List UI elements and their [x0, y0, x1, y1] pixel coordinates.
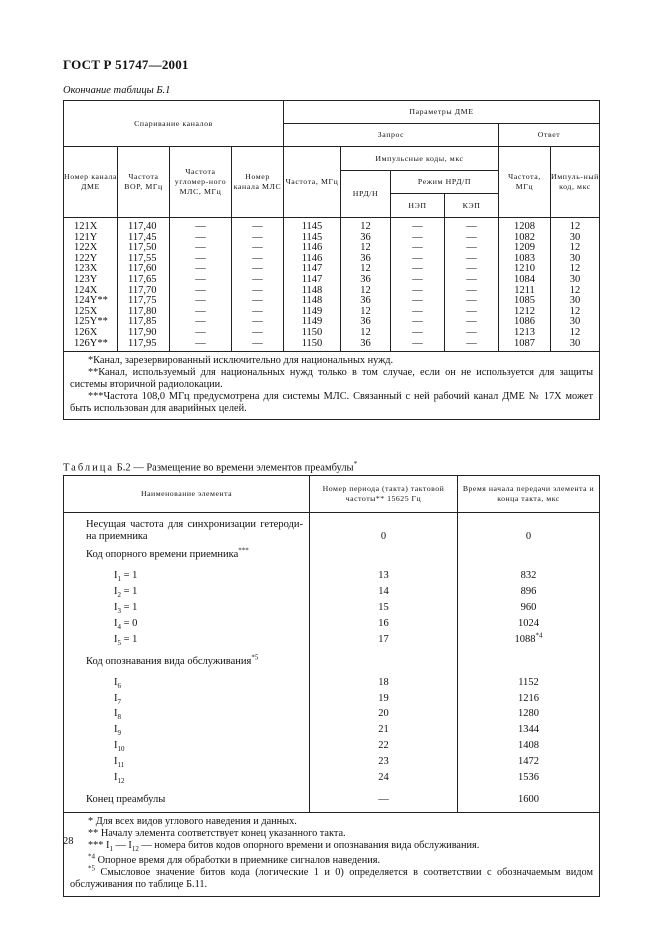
table-row: [64, 602, 600, 618]
table1-data-rows: [64, 222, 600, 352]
cell-kep: —: [445, 286, 499, 297]
cell-rcode: 12: [551, 243, 600, 254]
note-guidance-types: * Для всех видов углового наведения и данных.: [88, 815, 297, 827]
bit-label: [64, 724, 310, 740]
note-national-conditional: **Канал, используемый для национальных нужд только в том случае, если он не используется для защиты системы вторичной радиолокации.: [70, 367, 593, 391]
bit-value: = 1: [121, 602, 138, 614]
service-bits: [64, 677, 600, 788]
bit-letter: I: [114, 692, 118, 704]
cell-rfreq: 1084: [499, 275, 551, 286]
bit-period: 19: [310, 693, 458, 709]
bit-value: = 1: [121, 570, 138, 582]
cell-vor: 117,80: [118, 307, 170, 318]
cell-nrdn: 12: [341, 286, 391, 297]
cell-nrdn: 12: [341, 243, 391, 254]
cell-mlsf: —: [170, 317, 232, 328]
bit-time-value: 1024: [518, 618, 539, 630]
cell-rfreq: 1212: [499, 307, 551, 318]
cell-kep: —: [445, 296, 499, 307]
cell-vor: 117,70: [118, 286, 170, 297]
cell-vor: 117,85: [118, 317, 170, 328]
bit-letter: I: [114, 602, 118, 614]
cell-dme: 125Y**: [64, 317, 118, 328]
row-carrier-time: 0: [458, 519, 600, 543]
cell-rcode: 12: [551, 264, 600, 275]
header-element-name: Наименование элемента: [64, 476, 310, 513]
cell-vor: 117,65: [118, 275, 170, 286]
cell-kep: —: [445, 254, 499, 265]
bit-letter: I: [114, 740, 118, 752]
header-reply-frequency: Частота, МГц: [499, 147, 551, 218]
header-nrd-n: НРД/Н: [341, 171, 391, 218]
bit-label: [64, 740, 310, 756]
bit-time-value: 1216: [518, 692, 539, 704]
bit-label: [64, 586, 310, 602]
note-bit-meaning: [70, 864, 593, 891]
note-bit-numbers: [70, 840, 593, 855]
cell-vor: 117,45: [118, 233, 170, 244]
header-nrd-p-modes: Режим НРД/П: [391, 171, 498, 194]
row-end-period: —: [310, 794, 458, 806]
row-end-label: Конец преамбулы: [64, 794, 310, 806]
cell-kep: —: [445, 317, 499, 328]
cell-freq: 1149: [284, 307, 341, 318]
bit-index: 6: [117, 681, 121, 690]
bit-label: [64, 693, 310, 709]
bit-period: 17: [310, 634, 458, 650]
header-dme-params: Параметры ДМЕ: [284, 101, 600, 124]
cell-iep: —: [391, 222, 445, 233]
table-row: [64, 772, 600, 788]
bit-time-value: 960: [520, 602, 537, 614]
cell-freq: 1147: [284, 275, 341, 286]
cell-kep: —: [445, 339, 499, 352]
bit-period: 13: [310, 570, 458, 586]
cell-dme: 122Y: [64, 254, 118, 265]
cell-iep: —: [391, 243, 445, 254]
table2-caption-mark: *: [353, 460, 358, 468]
bit-letter: I: [114, 708, 118, 720]
table-row: [64, 756, 600, 772]
cell-vor: 117,60: [118, 264, 170, 275]
bit-letter: I: [114, 586, 118, 598]
cell-rfreq: 1211: [499, 286, 551, 297]
cell-mlsc: —: [232, 307, 284, 318]
bit-letter: I: [114, 771, 118, 783]
cell-iep: —: [391, 254, 445, 265]
bit-period: 18: [310, 677, 458, 693]
bit-index: 8: [117, 713, 121, 722]
table-row: [64, 275, 600, 286]
cell-dme: 124X: [64, 286, 118, 297]
bit-time-value: 1408: [518, 740, 539, 752]
row-end-time: 1600: [458, 794, 600, 806]
cell-mlsc: —: [232, 243, 284, 254]
table-row: [64, 570, 600, 586]
cell-nrdn: 36: [341, 254, 391, 265]
bit-time: [458, 631, 600, 650]
cell-dme: 124Y**: [64, 296, 118, 307]
header-kep: КЭП: [462, 201, 481, 210]
cell-mlsf: —: [170, 233, 232, 244]
note5-mark: *5: [88, 864, 95, 873]
header-pulse-codes: Импульсные коды, мкс: [341, 147, 499, 171]
cell-dme: 121Y: [64, 233, 118, 244]
cell-nrdn: 36: [341, 275, 391, 286]
bit-value: = 1: [121, 586, 138, 598]
header-reply-pulse-code: Импуль-ный код, мкс: [551, 147, 600, 218]
cell-rcode: 12: [551, 286, 600, 297]
cell-mlsf: —: [170, 328, 232, 339]
bit-period: 23: [310, 756, 458, 772]
bit-time-value: 1472: [518, 756, 539, 768]
bit-index: 5: [117, 639, 121, 648]
bit-time-value: 1280: [518, 708, 539, 720]
table-row: [64, 740, 600, 756]
cell-vor: 117,40: [118, 222, 170, 233]
cell-mlsf: —: [170, 286, 232, 297]
table1-caption: Окончание таблицы Б.1: [63, 85, 171, 96]
service-label-text: Код опознавания вида обслуживания: [86, 655, 252, 667]
bit-index: 11: [117, 761, 125, 770]
bit-time-value: 1344: [518, 724, 539, 736]
bit-time: [458, 602, 600, 618]
cell-dme: 126X: [64, 328, 118, 339]
bit-time-value: 1536: [518, 771, 539, 783]
bit-label: [64, 570, 310, 586]
header-nrd-p-group: [391, 171, 499, 218]
bit-index: 7: [117, 697, 121, 706]
cell-iep: —: [391, 339, 445, 352]
cell-iep: —: [391, 317, 445, 328]
note3-sub1: 1: [109, 844, 113, 853]
bit-time: [458, 618, 600, 634]
cell-rfreq: 1087: [499, 339, 551, 352]
cell-kep: —: [445, 275, 499, 286]
preamble-timing-table: [63, 475, 600, 897]
cell-mlsf: —: [170, 243, 232, 254]
cell-mlsf: —: [170, 339, 232, 352]
cell-kep: —: [445, 307, 499, 318]
cell-mlsc: —: [232, 275, 284, 286]
cell-rfreq: 1210: [499, 264, 551, 275]
cell-vor: 117,95: [118, 339, 170, 352]
table-row: [64, 586, 600, 602]
cell-freq: 1149: [284, 317, 341, 328]
cell-nrdn: 36: [341, 296, 391, 307]
cell-iep: —: [391, 233, 445, 244]
cell-mlsf: —: [170, 296, 232, 307]
bit-period: 22: [310, 740, 458, 756]
table1-notes: [64, 352, 600, 420]
note3-sub2: 12: [131, 844, 139, 853]
note3-pre: *** I: [88, 839, 110, 851]
bit-label: [64, 708, 310, 724]
cell-mlsf: —: [170, 264, 232, 275]
bit-letter: I: [114, 570, 118, 582]
cell-nrdn: 12: [341, 264, 391, 275]
bit-index: 9: [117, 729, 121, 738]
bit-time: [458, 570, 600, 586]
cell-rcode: 30: [551, 317, 600, 328]
table-row: [64, 708, 600, 724]
row-ref-time-label: [64, 546, 310, 561]
cell-dme: 122X: [64, 243, 118, 254]
bit-index: 4: [117, 623, 121, 632]
table-row: [64, 618, 600, 634]
cell-iep: —: [391, 286, 445, 297]
note4-mark: *4: [88, 852, 95, 861]
header-reply: Ответ: [499, 124, 600, 147]
note-national-reserved: *Канал, зарезервированный исключительно для национальных нужд.: [88, 355, 394, 367]
bit-time-value: 896: [520, 586, 537, 598]
table2-caption-text: Б.2 — Размещение во времени элементов преамбулы: [114, 462, 354, 474]
bit-time: [458, 772, 600, 788]
ref-time-label-text: Код опорного времени приемника: [86, 548, 239, 560]
bit-time: [458, 693, 600, 709]
cell-vor: 117,50: [118, 243, 170, 254]
cell-freq: 1150: [284, 328, 341, 339]
cell-dme: 123Y: [64, 275, 118, 286]
document-header: ГОСТ Р 51747—2001: [63, 57, 189, 72]
cell-dme: 125X: [64, 307, 118, 318]
note-reference-time: [70, 852, 593, 867]
row-service-label: [64, 653, 310, 668]
cell-iep: —: [391, 296, 445, 307]
bit-label: [64, 634, 310, 650]
cell-mlsc: —: [232, 339, 284, 352]
cell-mlsc: —: [232, 233, 284, 244]
cell-rcode: 30: [551, 339, 600, 352]
cell-iep: —: [391, 307, 445, 318]
cell-mlsc: —: [232, 286, 284, 297]
service-mark: *5: [251, 653, 259, 662]
table-row: [64, 339, 600, 352]
cell-nrdn: 36: [341, 233, 391, 244]
cell-rfreq: 1213: [499, 328, 551, 339]
header-request: Запрос: [284, 124, 499, 147]
bit-time: [458, 756, 600, 772]
cell-freq: 1146: [284, 243, 341, 254]
bit-label: [64, 756, 310, 772]
cell-kep: —: [445, 243, 499, 254]
header-start-time: Время начала передачи элемента и конца такта, мкс: [458, 476, 600, 513]
bit-time: [458, 677, 600, 693]
bit-index: 1: [117, 575, 121, 584]
cell-rcode: 30: [551, 233, 600, 244]
cell-rfreq: 1085: [499, 296, 551, 307]
cell-iep: —: [391, 328, 445, 339]
bit-letter: I: [114, 676, 118, 688]
cell-rcode: 12: [551, 328, 600, 339]
cell-freq: 1148: [284, 286, 341, 297]
cell-rcode: 12: [551, 222, 600, 233]
bit-period: 14: [310, 586, 458, 602]
row-carrier-period: 0: [310, 519, 458, 543]
note4-text: Опорное время для обработки в приемнике сигналов наведения.: [95, 854, 381, 866]
cell-nrdn: 12: [341, 307, 391, 318]
cell-rfreq: 1083: [499, 254, 551, 265]
note3-post: — номера битов кодов опорного времени и опознавания вида обслуживания.: [138, 839, 480, 851]
bit-time: [458, 724, 600, 740]
cell-vor: 117,75: [118, 296, 170, 307]
cell-mlsc: —: [232, 264, 284, 275]
cell-rfreq: 1082: [499, 233, 551, 244]
bit-period: 24: [310, 772, 458, 788]
page-number: 28: [63, 836, 74, 847]
header-iep: НЭП: [391, 194, 445, 217]
cell-kep: —: [445, 222, 499, 233]
cell-nrdn: 36: [341, 317, 391, 328]
note3-mid: — I: [112, 839, 132, 851]
cell-vor: 117,55: [118, 254, 170, 265]
cell-freq: 1147: [284, 264, 341, 275]
cell-dme: 123X: [64, 264, 118, 275]
header-angle-frequency: Частота угломер-ного МЛС, МГц: [170, 147, 232, 218]
note5-text: Смысловое значение битов кода (логические 1 и 0) определяется в соответствии с обозначаемым видом обслуживания по таблице Б.11.: [70, 866, 593, 890]
cell-mlsf: —: [170, 307, 232, 318]
cell-mlsf: —: [170, 254, 232, 265]
cell-rfreq: 1209: [499, 243, 551, 254]
header-clock-period: Номер периода (такта) тактовой частоты** 15625 Гц: [310, 476, 458, 513]
channel-pairing-table: [63, 100, 600, 420]
bit-letter: I: [114, 633, 118, 645]
ref-time-bits: [64, 570, 600, 649]
table-row: [64, 693, 600, 709]
bit-letter: I: [114, 724, 118, 736]
bit-label: [64, 677, 310, 693]
bit-time-value: 1152: [518, 676, 539, 688]
cell-rcode: 30: [551, 296, 600, 307]
bit-index: 10: [117, 745, 125, 754]
cell-rcode: 12: [551, 307, 600, 318]
table2-caption: [63, 460, 357, 474]
bit-value: = 1: [121, 633, 138, 645]
cell-nrdn: 12: [341, 222, 391, 233]
cell-dme: 121X: [64, 222, 118, 233]
cell-kep: —: [445, 264, 499, 275]
cell-mlsf: —: [170, 275, 232, 286]
cell-mlsc: —: [232, 317, 284, 328]
bit-time-value: 832: [520, 570, 537, 582]
bit-letter: I: [114, 618, 118, 630]
bit-period: 15: [310, 602, 458, 618]
cell-iep: —: [391, 275, 445, 286]
note-mls-frequency: ***Частота 108,0 МГц предусмотрена для системы МЛС. Связанный с ней рабочий канал ДМЕ № 17Х может быть использован для аварийных целей.: [70, 391, 593, 415]
bit-value: = 0: [121, 618, 138, 630]
cell-mlsc: —: [232, 296, 284, 307]
header-channel-pairing: Спаривание каналов: [64, 101, 284, 147]
cell-freq: 1145: [284, 222, 341, 233]
bit-period: 16: [310, 618, 458, 634]
bit-period: 20: [310, 708, 458, 724]
cell-kep: —: [445, 233, 499, 244]
cell-mlsc: —: [232, 222, 284, 233]
cell-freq: 1145: [284, 233, 341, 244]
cell-nrdn: 36: [341, 339, 391, 352]
cell-freq: 1146: [284, 254, 341, 265]
note-element-start: ** Началу элемента соответствует конец указанного такта.: [88, 827, 346, 839]
header-mls-channel: Номер канала МЛС: [232, 147, 284, 218]
cell-dme: 126Y**: [64, 339, 118, 352]
cell-rcode: 30: [551, 275, 600, 286]
table-row: [64, 724, 600, 740]
row-carrier-label: Несущая частота для синхронизации гетероди-на приемника: [64, 519, 310, 543]
cell-kep: —: [445, 328, 499, 339]
cell-freq: 1148: [284, 296, 341, 307]
header-vor-frequency: Частота ВОР, МГц: [118, 147, 170, 218]
cell-nrdn: 12: [341, 328, 391, 339]
header-dme-channel: Номер канала ДМЕ: [64, 147, 118, 218]
table2-caption-prefix: Таблица: [63, 462, 115, 474]
table2-notes: [64, 812, 600, 896]
bit-time: [458, 740, 600, 756]
table-row: [64, 634, 600, 650]
cell-mlsc: —: [232, 328, 284, 339]
header-request-frequency: Частота, МГц: [284, 147, 341, 218]
bit-label: [64, 618, 310, 634]
cell-mlsc: —: [232, 254, 284, 265]
bit-index: 2: [117, 591, 121, 600]
cell-rcode: 30: [551, 254, 600, 265]
bit-label: [64, 772, 310, 788]
cell-vor: 117,90: [118, 328, 170, 339]
cell-iep: —: [391, 264, 445, 275]
bit-time: [458, 586, 600, 602]
bit-letter: I: [114, 756, 118, 768]
table-row: [64, 328, 600, 339]
cell-rfreq: 1086: [499, 317, 551, 328]
bit-time-mark: *4: [535, 631, 543, 640]
cell-rfreq: 1208: [499, 222, 551, 233]
cell-mlsf: —: [170, 222, 232, 233]
bit-label: [64, 602, 310, 618]
bit-period: 21: [310, 724, 458, 740]
cell-freq: 1150: [284, 339, 341, 352]
table-row: [64, 677, 600, 693]
ref-time-mark: ***: [238, 546, 249, 555]
bit-index: 3: [117, 607, 121, 616]
bit-time: [458, 708, 600, 724]
bit-index: 12: [117, 777, 125, 786]
bit-time-value: 1088: [514, 633, 536, 645]
table-row: [64, 222, 600, 233]
